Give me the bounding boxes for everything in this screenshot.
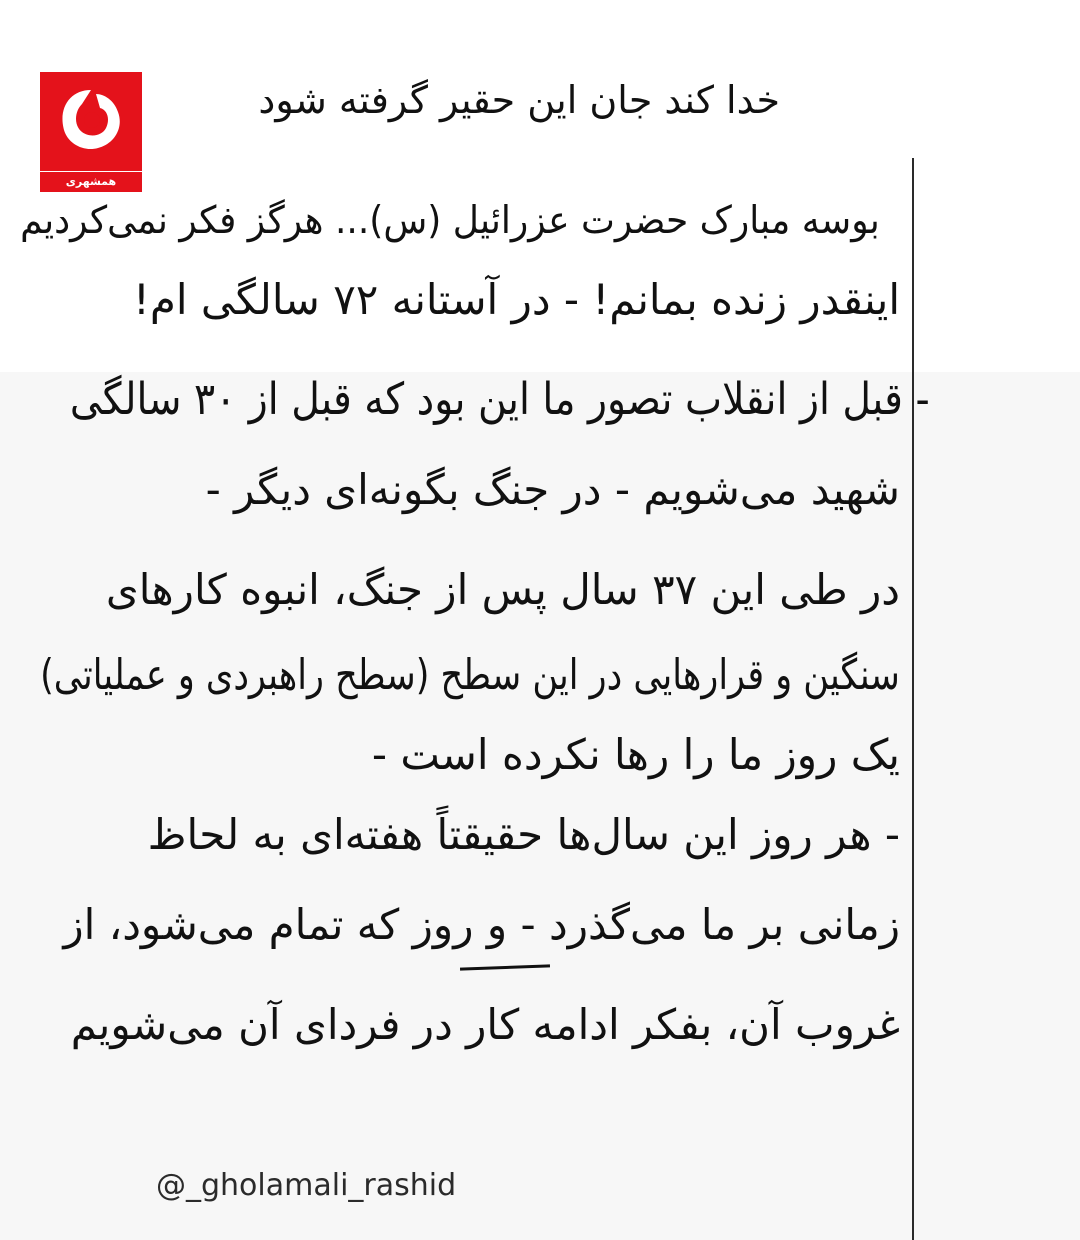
letter-line: اینقدر زنده بمانم! - در آستانه ۷۲ سالگی ام! xyxy=(133,275,900,324)
letter-line: سنگین و قرارهایی در این سطح (سطح راهبردی و عملیاتی) xyxy=(40,650,900,699)
letter-line: بوسه مبارک حضرت عزرائیل (س)... هرگز فکر نمی‌کردیم xyxy=(20,198,880,242)
letter-line: در طی این ۳۷ سال پس از جنگ، انبوه کارهای xyxy=(105,565,900,614)
letter-line: غروب آن، بفکر ادامه کار در فردای آن می‌شویم xyxy=(70,1000,900,1049)
letter-line: شهید می‌شویم - در جنگ بگونه‌ای دیگر - xyxy=(205,465,900,514)
author-handle-watermark: @_gholamali_rashid xyxy=(156,1168,457,1203)
letter-line: یک روز ما را رها نکرده است - xyxy=(371,730,900,779)
letter-line: - قبل از انقلاب تصور ما این بود که قبل از ۳۰ سالگی xyxy=(70,374,930,425)
letter-line: زمانی بر ما می‌گذرد - و روز که تمام می‌شود، از xyxy=(63,900,900,949)
notebook-margin-line xyxy=(912,158,914,1240)
letter-line: - هر روز این سال‌ها حقیقتاً هفته‌ای به لحاظ xyxy=(147,810,900,859)
letter-line: خدا کند جان این حقیر گرفته شود xyxy=(258,78,780,122)
logo-wordmark: همشهری xyxy=(40,171,142,192)
